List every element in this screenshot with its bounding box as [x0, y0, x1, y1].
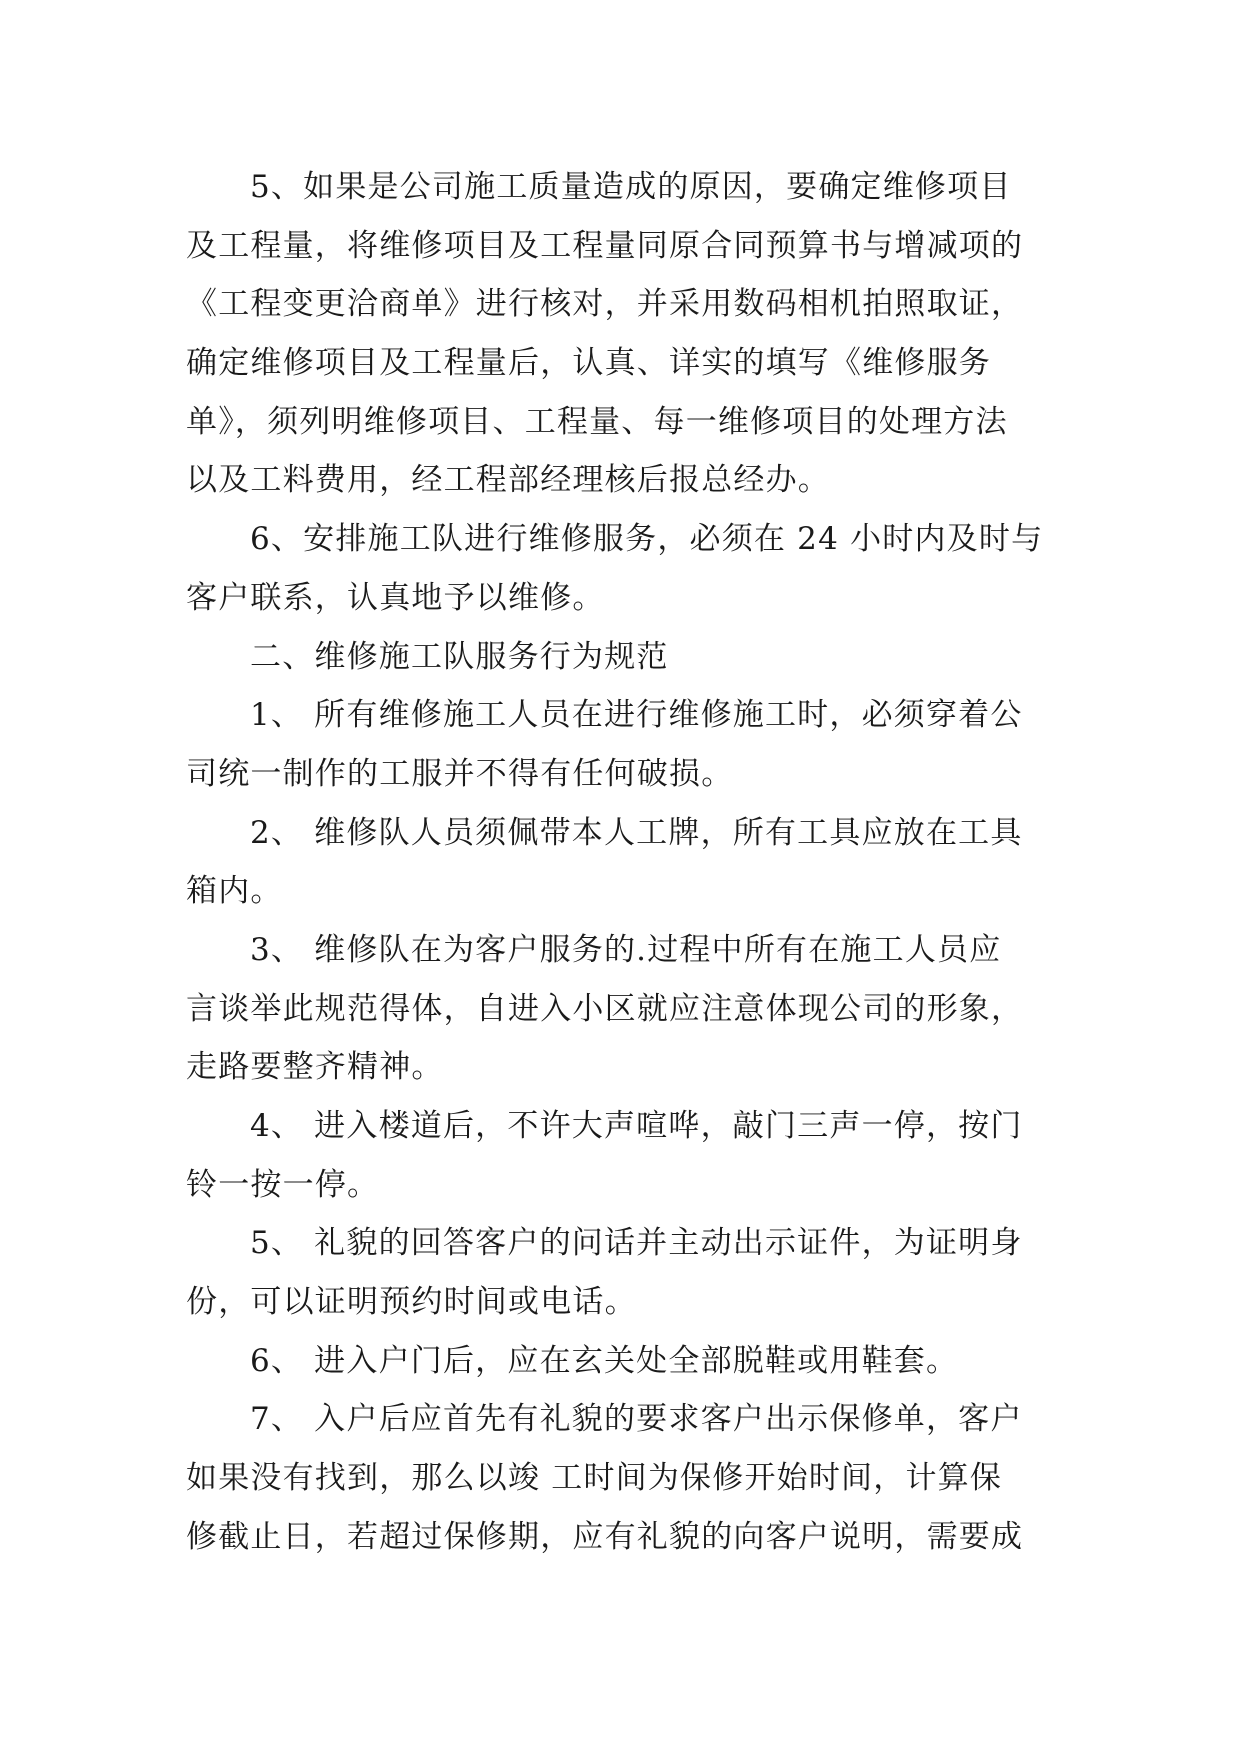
text-line: 4、 进入楼道后，不许大声喧哗，敲门三声一停，按门 — [250, 1108, 1023, 1144]
text-line: 份，可以证明预约时间或电话。 — [186, 1284, 637, 1321]
text-line: 如果没有找到，那么以竣 工时间为保修开始时间，计算保 — [186, 1460, 1003, 1497]
text-line: 司统一制作的工服并不得有任何破损。 — [186, 755, 734, 792]
text-line: 2、 维修队人员须佩带本人工牌，所有工具应放在工具 — [250, 814, 1023, 851]
text-line: 修截止日，若超过保修期，应有礼貌的向客户说明，需要成 — [186, 1518, 1024, 1555]
text-line: 6、安排施工队进行维修服务，必须在 24 小时内及时与 — [250, 521, 1044, 558]
text-line: 箱内。 — [186, 873, 283, 910]
text-line: 5、如果是公司施工质量造成的原因，要确定维修项目 — [250, 169, 1012, 205]
text-line: 7、 入户后应首先有礼貌的要求客户出示保修单，客户 — [250, 1401, 1023, 1438]
text-line: 走路要整齐精神。 — [186, 1049, 444, 1086]
text-line: 1、 所有维修施工人员在进行维修施工时，必须穿着公 — [250, 697, 1023, 734]
text-line: 3、 维修队在为客户服务的.过程中所有在施工人员应 — [250, 931, 1002, 968]
text-line: 以及工料费用，经工程部经理核后报总经办。 — [186, 462, 830, 499]
text-line: 客户联系，认真地予以维修。 — [186, 579, 605, 616]
document-body — [186, 158, 1066, 1567]
text-line: 5、 礼貌的回答客户的问话并主动出示证件，为证明身 — [250, 1225, 1023, 1262]
text-line: 铃一按一停。 — [186, 1166, 380, 1203]
text-line: 二、维修施工队服务行为规范 — [250, 638, 669, 675]
text-line: 《工程变更洽商单》进行核对，并采用数码相机拍照取证， — [186, 286, 1024, 323]
text-line: 及工程量，将维修项目及工程量同原合同预算书与增减项的 — [186, 227, 1024, 264]
text-line: 确定维修项目及工程量后，认真、详实的填写《维修服务 — [186, 345, 991, 382]
text-line: 言谈举此规范得体，自进入小区就应注意体现公司的形象， — [186, 990, 1024, 1027]
text-line: 单》，须列明维修项目、工程量、每一维修项目的处理方法 — [186, 403, 1008, 440]
text-line: 6、 进入户门后，应在玄关处全部脱鞋或用鞋套。 — [250, 1342, 959, 1379]
